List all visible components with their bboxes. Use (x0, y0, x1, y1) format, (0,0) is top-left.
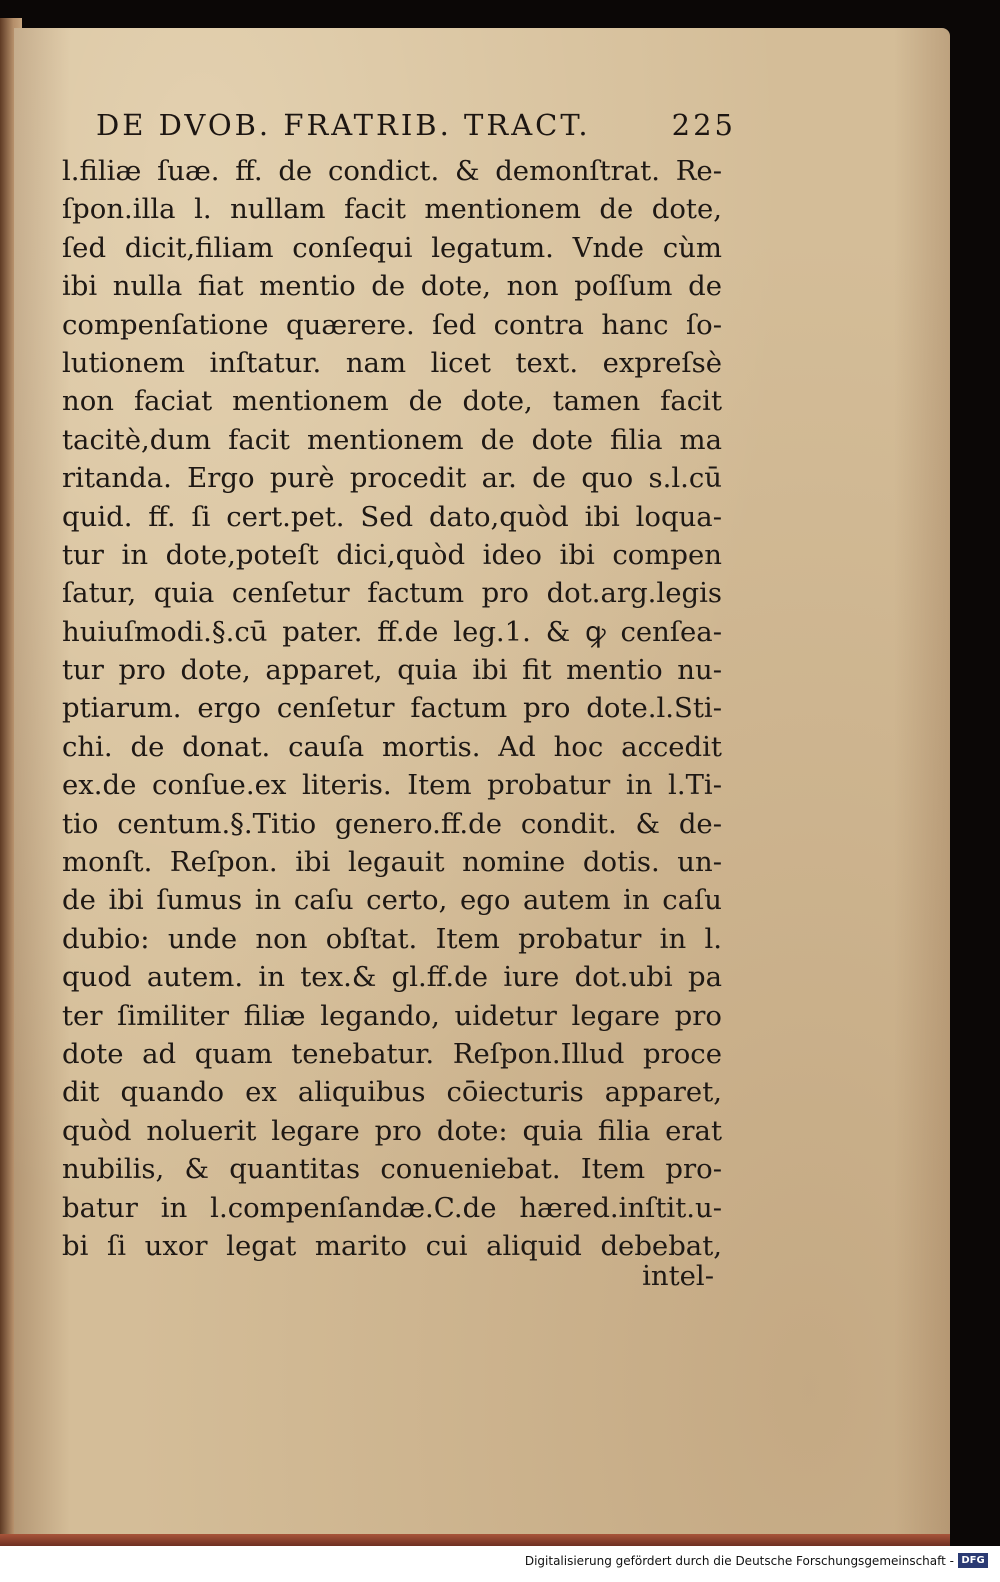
text-line: nubilis, & quantitas conueniebat. Item pro- (62, 1153, 722, 1186)
text-line: bi ſi uxor legat marito cui aliquid debebat, (62, 1229, 722, 1262)
text-line: ſed dicit,filiam conſequi legatum. Vnde cùm (62, 231, 722, 264)
text-line: ex.de conſue.ex literis. Item probatur in l.Ti- (62, 769, 722, 802)
footer-bar (0, 1546, 1000, 1582)
book-bottom-edge (0, 1534, 950, 1546)
text-line: quod autem. in tex.& gl.ff.de iure dot.ubi pa (62, 961, 722, 994)
text-line: huiuſmodi.§.cū pater. ff.de leg.1. & ꝙ cenſea- (62, 615, 722, 648)
body-text (62, 152, 722, 1265)
text-line: monſt. Reſpon. ibi legauit nomine dotis. un- (62, 846, 722, 879)
text-line: de ibi ſumus in caſu certo, ego autem in caſu (62, 884, 722, 917)
text-line: dubio: unde non obſtat. Item probatur in l. (62, 922, 722, 955)
text-line: ter ſimiliter filiæ legando, uidetur legare pro (62, 999, 722, 1032)
catchword: intel- (642, 1260, 714, 1292)
text-line: batur in l.compenſandæ.C.de hæred.inſtit.u- (62, 1191, 722, 1224)
text-line: ſpon.illa l. nullam facit mentionem de dote, (62, 193, 722, 226)
text-line: tio centum.§.Titio genero.ff.de condit. & de- (62, 807, 722, 840)
text-line: quòd noluerit legare pro dote: quia filia erat (62, 1114, 722, 1147)
text-line: ibi nulla fiat mentio de dote, non poſſum de (62, 270, 722, 303)
dfg-logo: DFG (958, 1553, 988, 1568)
text-line: chi. de donat. cauſa mortis. Ad hoc accedit (62, 730, 722, 763)
text-line: ptiarum. ergo cenſetur factum pro dote.l.Sti- (62, 692, 722, 725)
text-line: l.filiæ ſuæ. ff. de condict. & demonſtrat. Re- (62, 155, 722, 187)
running-title: DE DVOB. FRATRIB. TRACT. (96, 108, 591, 142)
text-line: tur in dote,poteſt dici,quòd ideo ibi compen (62, 538, 722, 571)
text-line: non faciat mentionem de dote, tamen facit (62, 385, 722, 418)
page-number: 225 (671, 108, 736, 142)
text-line: compenſatione quærere. ſed contra hanc ſo- (62, 308, 722, 341)
running-header (96, 108, 736, 148)
text-line: tacitè,dum facit mentionem de dote filia ma (62, 423, 722, 456)
text-line: ſatur, quia cenſetur factum pro dot.arg.legis (62, 577, 722, 610)
text-line: tur pro dote, apparet, quia ibi fit mentio nu- (62, 654, 722, 687)
text-line: lutionem inſtatur. nam licet text. expreſsè (62, 346, 722, 379)
text-line: quid. ff. ſi cert.pet. Sed dato,quòd ibi loqua- (62, 500, 722, 533)
text-line: dit quando ex aliquibus cōiecturis apparet, (62, 1076, 722, 1109)
text-line: ritanda. Ergo purè procedit ar. de quo s.l.cū (62, 462, 722, 495)
text-line: dote ad quam tenebatur. Reſpon.Illud proce (62, 1037, 722, 1070)
funding-credit: Digitalisierung gefördert durch die Deutsche Forschungsgemeinschaft - (524, 1554, 954, 1568)
